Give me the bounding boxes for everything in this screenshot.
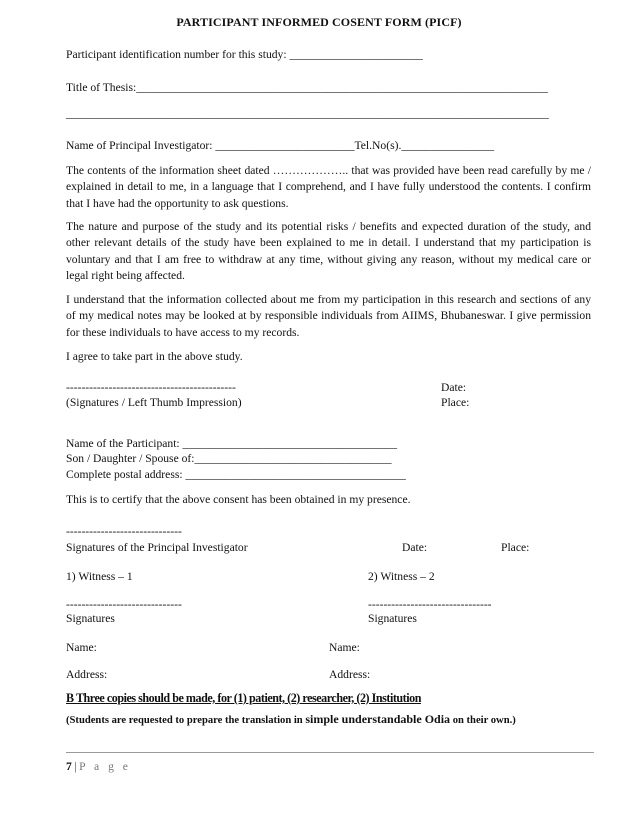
pi-signature-line: ------------------------------ xyxy=(66,525,182,538)
translation-instruction xyxy=(66,712,516,728)
copies-instruction: B Three copies should be made, for (1) patient, (2) researcher, (2) Institution xyxy=(66,690,421,705)
witness-1-signature-label: Signatures xyxy=(66,612,115,625)
page-footer xyxy=(66,760,131,774)
witness-2-signature-line: -------------------------------- xyxy=(368,598,492,611)
participant-signature-label: (Signatures / Left Thumb Impression) xyxy=(66,396,242,409)
witness-1-signature-line: ------------------------------ xyxy=(66,598,182,611)
thesis-title-line-2: ____________________________________________________________________________________ xyxy=(66,107,549,120)
footer-separator: | xyxy=(74,760,78,773)
witness-1-name-label: Name: xyxy=(66,641,97,654)
witness-1-address-label: Address: xyxy=(66,668,108,681)
agree-statement: I agree to take part in the above study. xyxy=(66,350,243,363)
form-title: PARTICIPANT INFORMED COSENT FORM (PICF) xyxy=(176,15,462,29)
participant-name-field: Name of the Participant: _____________________________________ xyxy=(66,437,398,450)
witness-2-name-label: Name: xyxy=(329,641,360,654)
participant-place-label: Place: xyxy=(441,396,470,409)
pi-signature-label: Signatures of the Principal Investigator xyxy=(66,541,248,554)
relation-field: Son / Daughter / Spouse of:__________________________________ xyxy=(66,452,392,465)
pi-date-label: Date: xyxy=(402,541,428,554)
thesis-title-field: Title of Thesis:_______________________________________________________________________ xyxy=(66,81,548,94)
witness-2-address-label: Address: xyxy=(329,668,371,681)
page-number: 7 xyxy=(66,760,73,773)
page-word: P a g e xyxy=(79,760,131,773)
witness-2-signature-label: Signatures xyxy=(368,612,417,625)
pi-place-label: Place: xyxy=(501,541,530,554)
participant-signature-line: -------------------------------------------- xyxy=(66,381,236,394)
footer-divider xyxy=(66,752,594,753)
postal-address-field: Complete postal address: ______________________________________ xyxy=(66,468,406,481)
translation-note-start: (Students are requested to prepare the translation in xyxy=(66,715,306,726)
witness-2-heading: 2) Witness – 2 xyxy=(368,570,435,583)
principal-investigator-field: Name of Principal Investigator: ________________________Tel.No(s).________________ xyxy=(66,139,495,152)
participant-id-field: Participant identification number for this study: _______________________ xyxy=(66,48,423,61)
participant-date-label: Date: xyxy=(441,381,467,394)
consent-paragraph-3: I understand that the information collected about me from my participation in this research and sections of any of my medical notes may be looked at by responsible individuals from AIIMS, Bhubaneswar. I give permission for these individuals to have access to my records. xyxy=(66,293,591,339)
translation-note-emphasis: simple understandable Odia xyxy=(305,712,451,726)
translation-note-end: on their own.) xyxy=(450,715,516,726)
witness-1-heading: 1) Witness – 1 xyxy=(66,570,133,583)
consent-paragraph-1: The contents of the information sheet dated ……………….. that was provided have been read carefully by me / explained in detail to me, in a language that I comprehend, and I have fully understood the contents. I confirm that I have had the opportunity to ask questions. xyxy=(66,164,591,210)
certification-statement: This is to certify that the above consent has been obtained in my presence. xyxy=(66,493,411,506)
consent-paragraph-2: The nature and purpose of the study and its potential risks / benefits and expected duration of the study, and other relevant details of the study have been explained to me in detail. I understand that my participation is voluntary and that I am free to withdraw at any time, without giving any reason, without my medical care or legal right being affected. xyxy=(66,220,591,282)
